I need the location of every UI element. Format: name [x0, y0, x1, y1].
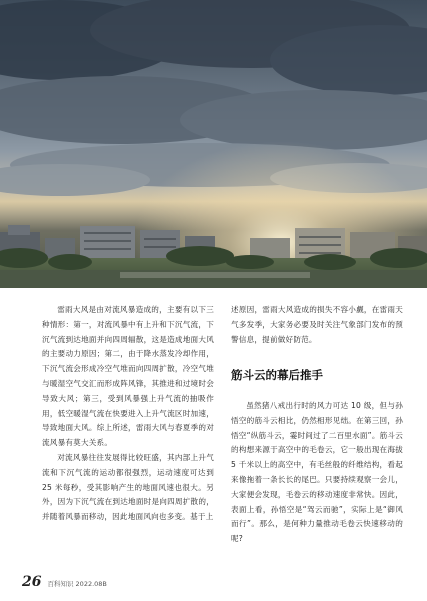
paragraph-convective-storm: 对流风暴往往发展得比较旺盛，其内部上升气流和下沉气流的运动都很强烈，运动速度可达到 25 米每秒，受其影响产生的地面风速也很大。另外，因为下沉气流在到达地面时是向四周扩散的，并随着风暴而移动，因此地面风向也多变。基于上 — [42, 452, 214, 522]
photo-illustration — [0, 0, 427, 288]
paragraph-somersault-cloud: 虽然猪八戒出行时的风力可达 10 级，但与孙悟空的筋斗云相比，仍然相形见绌。在第三回，孙悟空“纵筋斗云，霎时间过了二百里水面”。筋斗云的构想来源于高空中的毛卷云，它一般出现在海拔 5 千米以上的高空中，有毛丝般的纤维结构，看起来像拖着一条长长的尾巴。只要持续观察一会儿，大家便会发现，毛卷云的移动速度非常快。因此，表面上看，孙悟空是“驾云而驰”，实际上是“御风而行”。那么，是何种力量推动毛卷云快速移动的呢? — [231, 401, 403, 544]
storm-clouds-over-city-photo — [0, 0, 427, 288]
page-footer — [22, 574, 107, 590]
paragraph-thunderstorm-wind-causes: 雷雨大风是由对流风暴造成的，主要有以下三种情形：第一，对流风暴中有上升和下沉气流，下沉气流到达地面并向四周辐散，这是造成地面大风的主要动力原因；第二，由于降水蒸发冷却作用，下沉气流会形成冷空气堆而向四周扩散，冷空气堆与暖湿空气交汇而形成阵风锋，其推进和过境时会导致大风；第三，受到风暴强上升气流的抽吸作用，低空暖湿气流在快要进入上升气流区时加速，导致地面大风。综上所述，雷雨大风与春夏季的对流风暴有莫大关系。 — [42, 305, 214, 448]
paragraph-warning-advice: 述原因，雷雨大风造成的损失不容小觑，在雷雨天气多发季，大家务必要及时关注气象部门发布的预警信息，提前做好防范。 — [231, 305, 403, 344]
section-heading: 筋斗云的幕后推手 — [231, 368, 323, 382]
magazine-issue: 百科知识 2022.08B — [47, 580, 107, 588]
page-number: 26 — [22, 574, 42, 590]
left-column — [42, 303, 214, 525]
